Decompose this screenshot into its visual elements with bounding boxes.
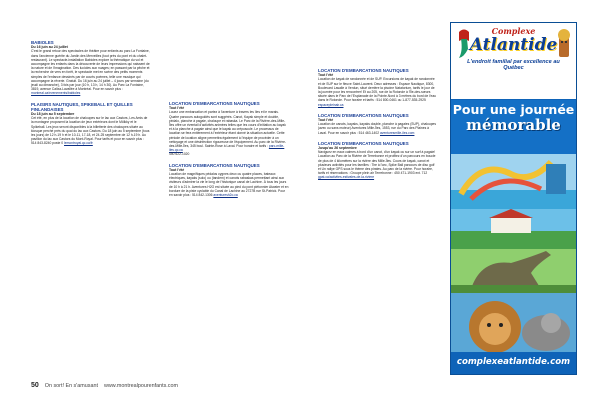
event-body: Location de magnifiques pédalos cygnes deux ou quatre places, bateaux électriques, kayaks (solo) ou (tandem) et canots rabaskas permettant ainsi aux visiteurs d'admirer la vie le long de l'historique canal de Lachine. À tous les jours de 10 h à 21 h. Aventures H2O est située au pied du pont piétonnier Atwater et en bordure de la piste cyclable du Canal de Lachine au 2727B rue St-Patrick. Pour en savoir plus : 514 842-1306 aventuresh2o.ca (169, 172, 289, 198)
lion-photo (451, 293, 577, 354)
event-dates: Tout l'été (318, 73, 334, 78)
event-dates: Du 18 juin au 5 septembre (31, 112, 75, 117)
dinosaur-photo (451, 249, 577, 293)
event-terrebonne (318, 141, 438, 180)
event-title: BABIOLES (31, 40, 54, 45)
event-body: C'est le grand retour des spectacles de théâtre pour enfants au parc La Fontaine, dans l'ancienne guérite du Jardin des Merveilles (tout près du pont et du chalet-restaurant). Le spectacle-installation Babioles explore la thématique du vol et accompagne les enfants dans la découverte de leurs impressions qui naissent de la nature et de l'imagination. Des lucioles aux nuages; en passant par la pêche et la recherche de vers en forêt, le spectacle met en scène des petits moments simples de l'enfance dessinés par de courts poèmes, telle une musique qui accompagne la rêverie. Gratuit. Du 16 juin au 24 juillet – 4 jours par semaine (du jeudi au dimanche), 3 fois par jour (10 h, 13 h, 14 h 30). Au Parc La Fontaine, 3819, avenue Calixa-Lavallée à Montréal. Pour en savoir plus : montreal.ca/evenements/babioles (31, 49, 150, 96)
event-body: Location de canots, kayaks, kayaks double, planche à pagaies (SUP), chaloupes (avec ou sans moteur) Aventures Mille-Îles, 1553, rue du Parc des Plaines à Laval. Pour en savoir plus : 514 463-1402 aventuresmille-iles.com (318, 122, 437, 135)
magazine-name: On sort! En s'amusant (44, 382, 98, 389)
event-body: Location de kayak de randonnée et de SUP. Excursions de kayak de randonnée et de SUP sur le fleuve Saint-Laurent. Deux adresses : Espace Nautique, 8300, Boulevard Lasalle à Verdun, situé derrière la piscine Natatorium, tarifs le jour de la journée pour les rencontrer! Et au 205, rue de la Rotonde à l'Île-des-sœurs située dans le Parc de l'Esplanade de la Pointe-Nord à 3 mètres du bord de l'eau dans le Rotonde. Pour horaire et tarifs : 514 800-0461 ou 1-877-535-2925 espacepleinair.ca (318, 77, 437, 107)
ad-website-link[interactable]: complexeatlantide.com (451, 352, 576, 373)
event-plaisirs-nautiques (31, 102, 150, 146)
event-link[interactable]: aventuresh2o.ca (213, 193, 238, 198)
page-number: 50 (31, 382, 39, 389)
ad-banner-line2: mémorable (466, 116, 561, 134)
event-body: Cet été, en plus de la location de chaloupes sur le lac aux Castors, Les Amis de la montagne proposent la location de jeux extérieurs dont le Mölkky et le Spikeball. Les jeux seront disponibles à la billetterie des chaloupes située au kiosque perché près du quai du lac aux Castors. Du 18 juin au 5 septembre (tous les jours) de 12 h-19 h et le 10-11, 17-18, et 24-25 septembre de 12 h-19 h. Au pavillon du lac aux Castors du Mont-Royal. Pour tarifs et pour en savoir plus : 514 843-8240 poste 0 lemontroyal.qc.ca/fr (31, 116, 150, 146)
event-title: LOCATION D'EMBARCATIONS NAUTIQUES (318, 112, 409, 118)
event-link[interactable]: montreal.ca/evenements/babioles (31, 91, 81, 96)
event-title: PLAISIRS NAUTIQUES, SPIKEBALL ET QUILLES FINLANDAISES (31, 101, 133, 112)
event-aventures-h2o (169, 163, 289, 198)
page-footer (31, 382, 178, 389)
ad-banner-line1: Pour une journée (452, 102, 575, 117)
event-phone: 450 622-1020 (169, 152, 190, 157)
event-title: LOCATION D'EMBARCATIONS NAUTIQUES (318, 140, 409, 146)
waterslide-photo (451, 154, 577, 209)
event-dates: Tout l'été (169, 106, 185, 111)
event-title: LOCATION D'EMBARCATIONS NAUTIQUES (169, 101, 260, 106)
column-1 (31, 40, 150, 152)
ad-banner (451, 100, 576, 154)
event-babioles (31, 40, 150, 96)
event-link[interactable]: gpat.ca/activites-estivales-de-la-riviere (318, 175, 375, 180)
event-body: Naviguez en eaux calmes à bord d'un canot, d'un kayak ou sur un surf à pagaie! Location au Parc de la Rivière de Terrebonne et profitez d'un parcours en boucle de plus de 4 kilomètres sur la rivière des Mille-Îles. Cours de kayak, canot et plusieurs activités pour les familles : Tire à l'arc, Spike Ball parcours de disc golf et Un rallye GPS sous le thème des pirates. Au parc de la rivière. Pour horaire, tarifs et réservations : Groupe plein air Terrebonne : 450 471-1903 ext. 712 gpat.ca/activites-estivales-de-la-riviere (318, 150, 436, 180)
column-3 (318, 68, 438, 186)
event-link[interactable]: aventuresmille-iles.com (379, 130, 415, 135)
ad-logo-area (451, 23, 576, 99)
event-link[interactable]: espacepleinair.ca (318, 102, 344, 107)
event-title: LOCATION D'EMBARCATIONS NAUTIQUES (318, 68, 409, 73)
event-title: LOCATION D'EMBARCATIONS NAUTIQUES (169, 162, 260, 168)
event-dates: Jusqu'au 26 septembre (318, 146, 357, 151)
minigolf-photo (451, 209, 577, 249)
event-dates: Tout l'été (318, 118, 334, 123)
event-link[interactable]: lemontroyal.qc.ca/fr (64, 141, 93, 146)
ad-tagline: L'endroit familial par excellence au Québec (467, 59, 560, 72)
event-mille-iles (169, 101, 289, 157)
column-2 (169, 101, 289, 203)
atlantide-advertisement[interactable] (450, 22, 577, 375)
ad-logo-big: Atlantide (469, 35, 558, 55)
event-body: Louez une embarcation et partez à l'aventure à travers les îles et le marais. Quatre parcours autoguidés sont suggérés. Canot, Kayak simple et double, pédalo, planche à pagaie, chaloupe et rabaska. Le Parc de la Rivière-des-Mille-Îles offre un éventail d'activités animées telles que les cours d'initiation au kayak et à la planche à pagaie ainsi que le kayak au crépuscule. Le processus de location se fera entièrement à l'extérieur étant donné la situation actuelle. Cette période de location aligne permettra également à l'équipe de procéder à un nettoyage et une désinfection rigoureuse de l'équipement. Au parc de la Rivière-des-Mille-Îles, 345 boul. Sainte-Rose à Laval. Pour horaire et tarifs : parc-mille-iles.qc.ca 450 622-1020 (169, 110, 287, 157)
event-link[interactable]: parc-mille-iles.qc.ca (169, 144, 285, 153)
event-espace-plein-air (318, 68, 438, 107)
event-dates: Tout l'été (169, 167, 185, 172)
footer-website: www.montrealpourenfants.com (103, 382, 178, 389)
ad-logo-small: Complexe (491, 26, 536, 36)
event-aventures-mille-iles (318, 113, 438, 135)
event-dates: Du 16 juin au 24 juillet (31, 45, 68, 50)
